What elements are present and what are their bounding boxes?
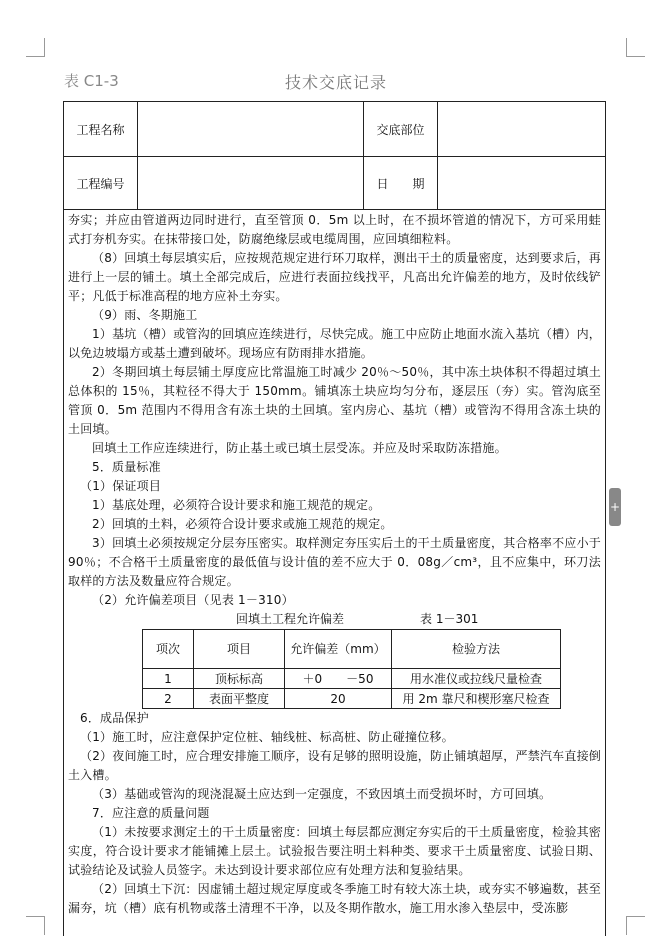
paragraph: 1）基坑（槽）或管沟的回填应连续进行，尽快完成。施工中应防止地面水流入基坑（槽）内，以免边坡塌方或基土遭到破坏。现场应有防雨排水措施。 [68, 327, 601, 360]
crop-mark-bottom-left [26, 916, 45, 935]
section-heading: 6．成品保护 [80, 711, 149, 725]
table-row [143, 689, 561, 709]
date-field[interactable] [438, 156, 606, 210]
paragraph: （2）夜间施工时，应合理安排施工顺序，设有足够的照明设施，防止铺填超厚，严禁汽车直接倒土入槽。 [68, 749, 601, 782]
side-tab-handle[interactable]: + [609, 488, 621, 526]
paragraph: （1）未按要求测定土的干土质量密度：回填土每层都应测定夯实后的干土质量密度，检验其密实度，符合设计要求才能铺摊上层土。试验报告要注明土料种类、要求干土质量密度、试验日期、试验结论及试验人员签字。未达到设计要求部位应有处理方法和复验结果。 [68, 825, 601, 877]
table-number: 表 1－301 [420, 612, 479, 626]
paragraph: （3）基础或管沟的现浇混凝土应达到一定强度，不致因填土而受损坏时，方可回填。 [92, 787, 552, 801]
paragraph: 回填土工作应连续进行，防止基土或已填土层受冻。并应及时采取防冻措施。 [92, 441, 507, 455]
paragraph: 3）回填土必须按规定分层夯压密实。取样测定夯压实后土的干土质量密度，其合格率不应小于 90％；不合格干土质量密度的最低值与设计值的差不应大于 0．08g／cm³，且不应集中，环刀法取样的方法及数量应符合规定。 [68, 536, 601, 588]
disclosure-part-field[interactable] [438, 102, 606, 156]
crop-mark-bottom-right [626, 916, 645, 935]
subsection-heading: （2）允许偏差项目（见表 1－310） [92, 593, 294, 607]
table-cell: 用水准仪或拉线尺量检查 [392, 669, 561, 689]
column-header: 项次 [143, 630, 194, 669]
header-table [63, 101, 606, 209]
crop-mark-top-left [26, 38, 45, 57]
project-name-label: 工程名称 [64, 102, 138, 156]
section-heading: 7．应注意的质量问题 [92, 806, 210, 820]
page-title: 技术交底记录 [284, 73, 387, 92]
table-header-row [143, 630, 561, 669]
paragraph: 夯实；并应由管道两边同时进行，直至管顶 0．5m 以上时，在不损坏管道的情况下，方可采用蛙式打夯机夯实。在抹带接口处，防腐绝缘层或电缆周围，应回填细粒料。 [68, 213, 601, 246]
content-area [63, 209, 606, 936]
subsection-heading: （1）保证项目 [80, 479, 162, 493]
section-heading: 5．质量标准 [92, 460, 161, 474]
table-cell: 20 [285, 689, 392, 709]
paragraph: （2）回填土下沉：因虚铺土超过规定厚度或冬季施工时有较大冻土块，或夯实不够遍数，甚至漏夯，坑（槽）底有机物或落土清理不干净，以及冬期作散水，施工用水渗入垫层中，受冻膨 [68, 882, 601, 915]
deviation-table [142, 629, 561, 709]
table-row [143, 669, 561, 689]
table-cell: 表面平整度 [194, 689, 285, 709]
project-no-label: 工程编号 [64, 156, 138, 210]
table-cell: 1 [143, 669, 194, 689]
paragraph: （8）回填土每层填实后，应按规范规定进行环刀取样，测出干土的质量密度，达到要求后，再进行上一层的铺土。填土全部完成后，应进行表面拉线找平，凡高出允许偏差的地方，及时依线铲平；凡低于标准高程的地方应补土夯实。 [68, 251, 601, 303]
table-caption-text: 回填土工程允许偏差 [236, 612, 345, 626]
paragraph: 2）冬期回填土每层铺土厚度应比常温施工时减少 20％～50％，其中冻土块体积不得超过填土总体积的 15％，其粒径不得大于 150mm。铺填冻土块应均匀分布，逐层压（夯）实。管沟底至管顶 0．5m 范围内不得用含有冻土块的土回填。室内房心、基坑（槽）或管沟不得用含冻土块的土回填。 [68, 365, 601, 436]
project-no-field[interactable] [138, 156, 364, 210]
paragraph: （1）施工时，应注意保护定位桩、轴线桩、标高桩、防止碰撞位移。 [80, 730, 454, 744]
table-caption [68, 610, 601, 629]
crop-mark-top-right [626, 38, 645, 57]
paragraph: （9）雨、冬期施工 [92, 308, 198, 322]
table-cell: 2 [143, 689, 194, 709]
table-cell: 顶标标高 [194, 669, 285, 689]
table-cell: ＋0 －50 [285, 669, 392, 689]
paragraph: 2）回填的土料，必须符合设计要求或施工规范的规定。 [92, 517, 393, 531]
disclosure-part-label: 交底部位 [364, 102, 438, 156]
header-row-1 [64, 102, 605, 157]
project-name-field[interactable] [138, 102, 364, 156]
header-row-2 [64, 156, 605, 210]
column-header: 检验方法 [392, 630, 561, 669]
column-header: 项目 [194, 630, 285, 669]
paragraph: 1）基底处理，必须符合设计要求和施工规范的规定。 [92, 498, 381, 512]
column-header: 允许偏差（mm） [285, 630, 392, 669]
date-label: 日 期 [364, 156, 438, 210]
form-number: 表 C1-3 [64, 72, 119, 90]
table-cell: 用 2m 靠尺和楔形塞尺检查 [392, 689, 561, 709]
